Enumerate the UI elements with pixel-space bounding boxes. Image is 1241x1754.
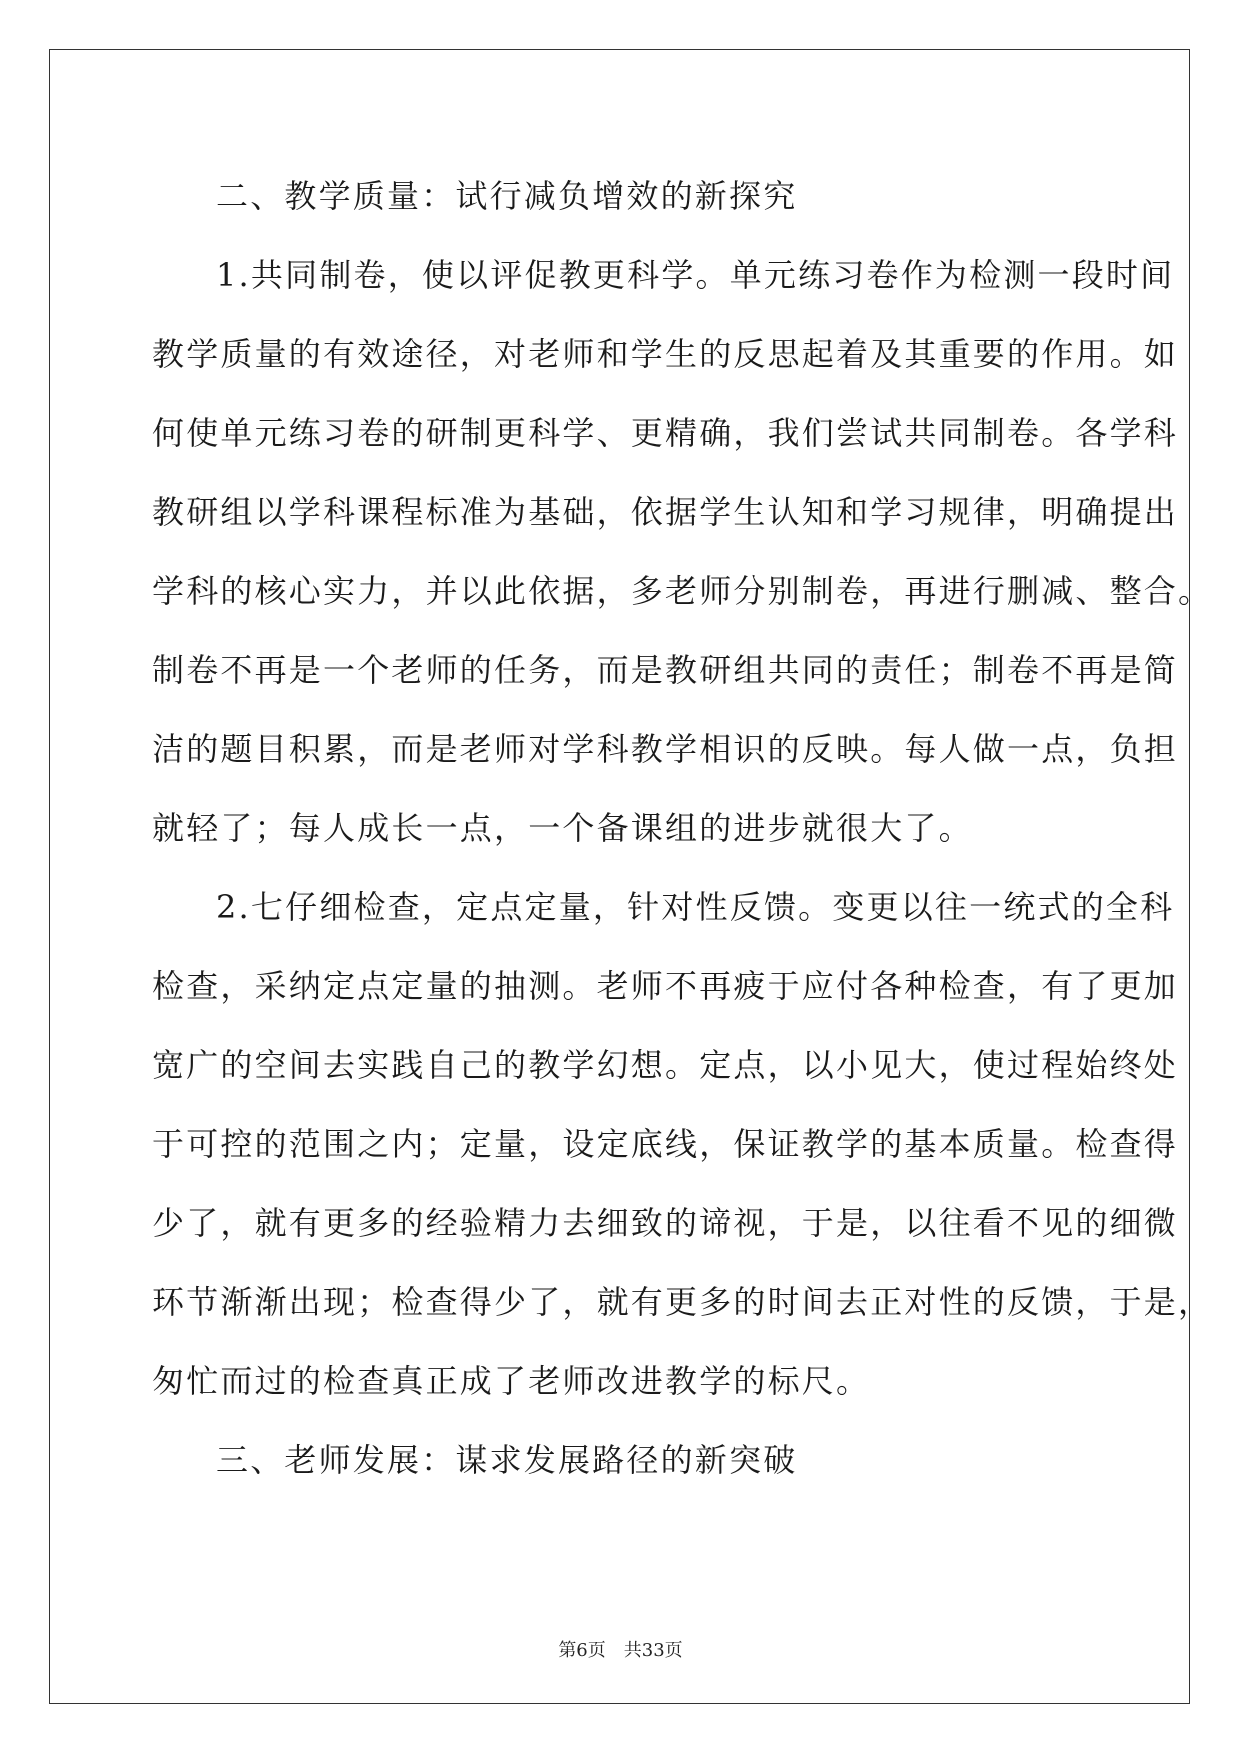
- section-heading: 三、老师发展：谋求发展路径的新突破: [216, 1441, 798, 1479]
- paragraph-line: 学科的核心实力，并以此依据，多老师分别制卷，再进行删减、整合。: [152, 572, 1213, 610]
- page-footer: [0, 1636, 1241, 1662]
- paragraph-line: 制卷不再是一个老师的任务，而是教研组共同的责任；制卷不再是简: [152, 651, 1179, 689]
- paragraph-line: 教研组以学科课程标准为基础，依据学生认知和学习规律，明确提出: [152, 493, 1179, 531]
- paragraph-line: 少了，就有更多的经验精力去细致的谛视，于是，以往看不见的细微: [152, 1204, 1179, 1242]
- paragraph-line: 教学质量的有效途径，对老师和学生的反思起着及其重要的作用。如: [152, 335, 1179, 373]
- page-number: 第6页: [558, 1640, 606, 1661]
- paragraph-line: 1.共同制卷，使以评促教更科学。单元练习卷作为检测一段时间: [216, 256, 1175, 294]
- paragraph-line: 宽广的空间去实践自己的教学幻想。定点，以小见大，使过程始终处: [152, 1046, 1179, 1084]
- paragraph-line: 洁的题目积累，而是老师对学科教学相识的反映。每人做一点，负担: [152, 730, 1179, 768]
- paragraph-line: 检查，采纳定点定量的抽测。老师不再疲于应付各种检查，有了更加: [152, 967, 1179, 1005]
- paragraph-line: 何使单元练习卷的研制更科学、更精确，我们尝试共同制卷。各学科: [152, 414, 1179, 452]
- paragraph-line: 匆忙而过的检查真正成了老师改进教学的标尺。: [152, 1362, 871, 1400]
- page-total: 共33页: [623, 1640, 683, 1661]
- paragraph-line: 2.七仔细检查，定点定量，针对性反馈。变更以往一统式的全科: [216, 888, 1175, 926]
- document-body: [152, 164, 1213, 1507]
- paragraph-line: 就轻了；每人成长一点，一个备课组的进步就很大了。: [152, 809, 973, 847]
- paragraph-line: 环节渐渐出现；检查得少了，就有更多的时间去正对性的反馈，于是，: [152, 1283, 1213, 1321]
- section-heading: 二、教学质量：试行减负增效的新探究: [216, 177, 798, 215]
- paragraph-line: 于可控的范围之内；定量，设定底线，保证教学的基本质量。检查得: [152, 1125, 1179, 1163]
